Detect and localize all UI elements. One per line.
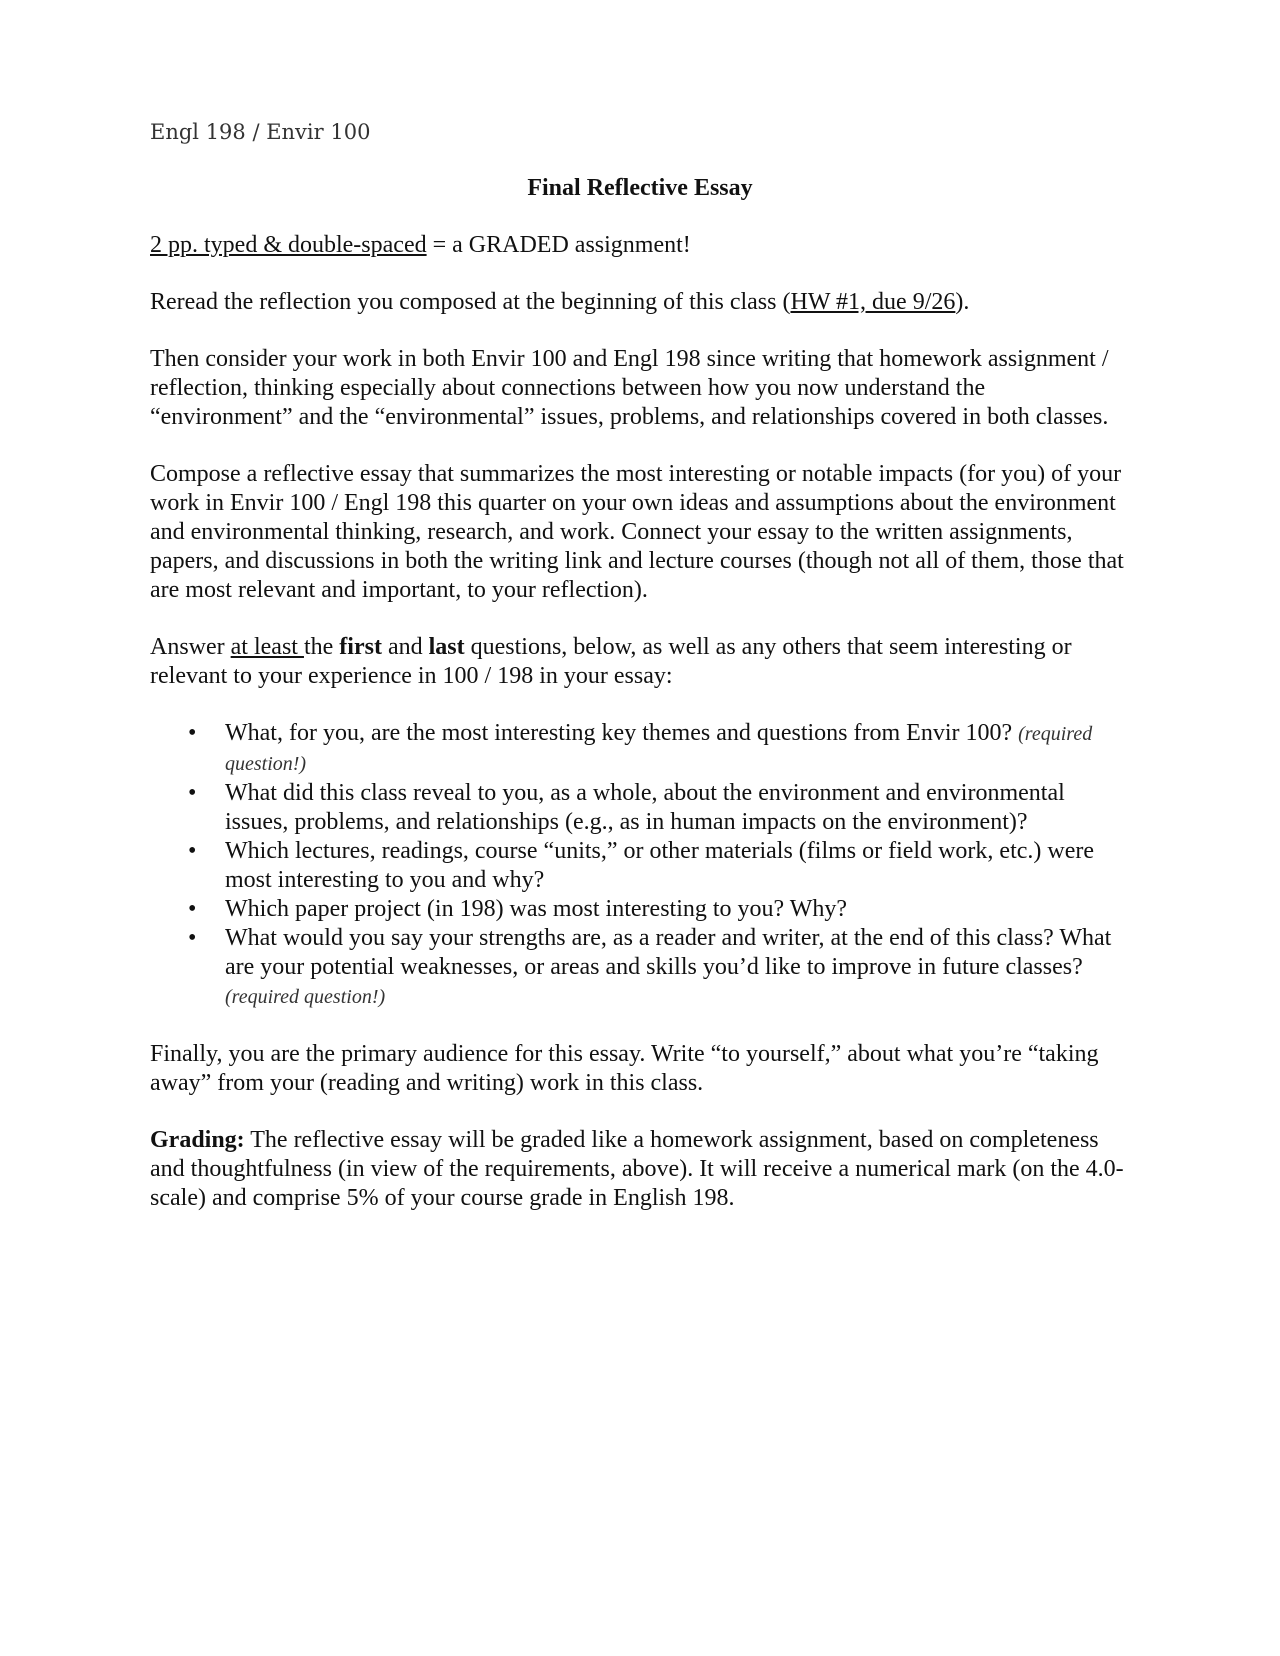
- answer-first: first: [339, 634, 382, 660]
- homework-reference: HW #1, due 9/26: [790, 289, 956, 315]
- answer-p3: and: [381, 634, 429, 660]
- question-item: [150, 779, 1130, 837]
- length-requirement: [150, 231, 1130, 260]
- question-list: [150, 719, 1130, 1012]
- length-requirement-underlined: 2 pp. typed & double-spaced: [150, 232, 427, 258]
- finally-paragraph: Finally, you are the primary audience for this essay. Write “to yourself,” about what you’re “taking away” from your (reading and writing) work in this class.: [150, 1041, 1099, 1096]
- answer-p2: the: [303, 634, 340, 660]
- bullet-icon: •: [188, 925, 197, 951]
- answer-instruction: [150, 633, 1130, 691]
- bullet-icon: •: [188, 896, 197, 922]
- bullet-icon: •: [188, 720, 197, 746]
- bullet-icon: •: [188, 838, 197, 864]
- question-text: Which lectures, readings, course “units,” or other materials (films or field work, etc.) were most interesting to you and why?: [225, 838, 1095, 893]
- question-item: [150, 924, 1130, 1012]
- reread-after: ).: [955, 289, 970, 315]
- question-item: [150, 895, 1130, 924]
- grading-label: Grading:: [150, 1127, 245, 1153]
- answer-p1: Answer: [150, 634, 231, 660]
- page-title: Final Reflective Essay: [527, 175, 753, 201]
- bullet-icon: •: [188, 780, 197, 806]
- question-item: [150, 719, 1130, 779]
- reread-instruction: [150, 288, 1130, 317]
- course-header: Engl 198 / Envir 100: [150, 120, 371, 144]
- answer-underlined: at least: [230, 634, 304, 660]
- grading-text: The reflective essay will be graded like a homework assignment, based on completeness and thoughtfulness (in view of the requirements, above). It will receive a numerical mark (on the 4.0-scale) and comprise 5% of your course grade in English 198.: [150, 1127, 1124, 1211]
- grading-paragraph: [150, 1126, 1130, 1213]
- question-text: What would you say your strengths are, as a reader and writer, at the end of this class? What are your potential weaknesses, or areas and skills you’d like to improve in future classes?: [225, 925, 1112, 980]
- required-note: (required question!): [225, 723, 1093, 775]
- question-text: What did this class reveal to you, as a whole, about the environment and environmental issues, problems, and relationships (e.g., as in human impacts on the environment)?: [225, 780, 1065, 835]
- answer-last: last: [428, 634, 465, 660]
- consider-paragraph: Then consider your work in both Envir 100 and Engl 198 since writing that homework assignment / reflection, thinking especially about connections between how you now understand the “environment” and the “environmental” issues, problems, and relationships covered in both classes.: [150, 346, 1109, 430]
- required-note: (required question!): [225, 986, 386, 1008]
- question-text: Which paper project (in 198) was most interesting to you? Why?: [225, 896, 848, 922]
- question-item: [150, 837, 1130, 895]
- answer-p4: questions, below, as well as any others that seem interesting or relevant to your experience in 100 / 198 in your essay:: [150, 634, 1072, 689]
- length-requirement-rest: = a GRADED assignment!: [426, 232, 691, 258]
- question-text: What, for you, are the most interesting key themes and questions from Envir 100?: [225, 720, 1013, 746]
- document-page: [150, 118, 1130, 1213]
- reread-before: Reread the reflection you composed at the beginning of this class (: [150, 289, 791, 315]
- compose-paragraph: Compose a reflective essay that summarizes the most interesting or notable impacts (for you) of your work in Envir 100 / Engl 198 this quarter on your own ideas and assumptions about the environment and environmental thinking, research, and work. Connect your essay to the written assignments, papers, and discussions in both the writing link and lecture courses (though not all of them, those that are most relevant and important, to your reflection).: [150, 461, 1124, 603]
